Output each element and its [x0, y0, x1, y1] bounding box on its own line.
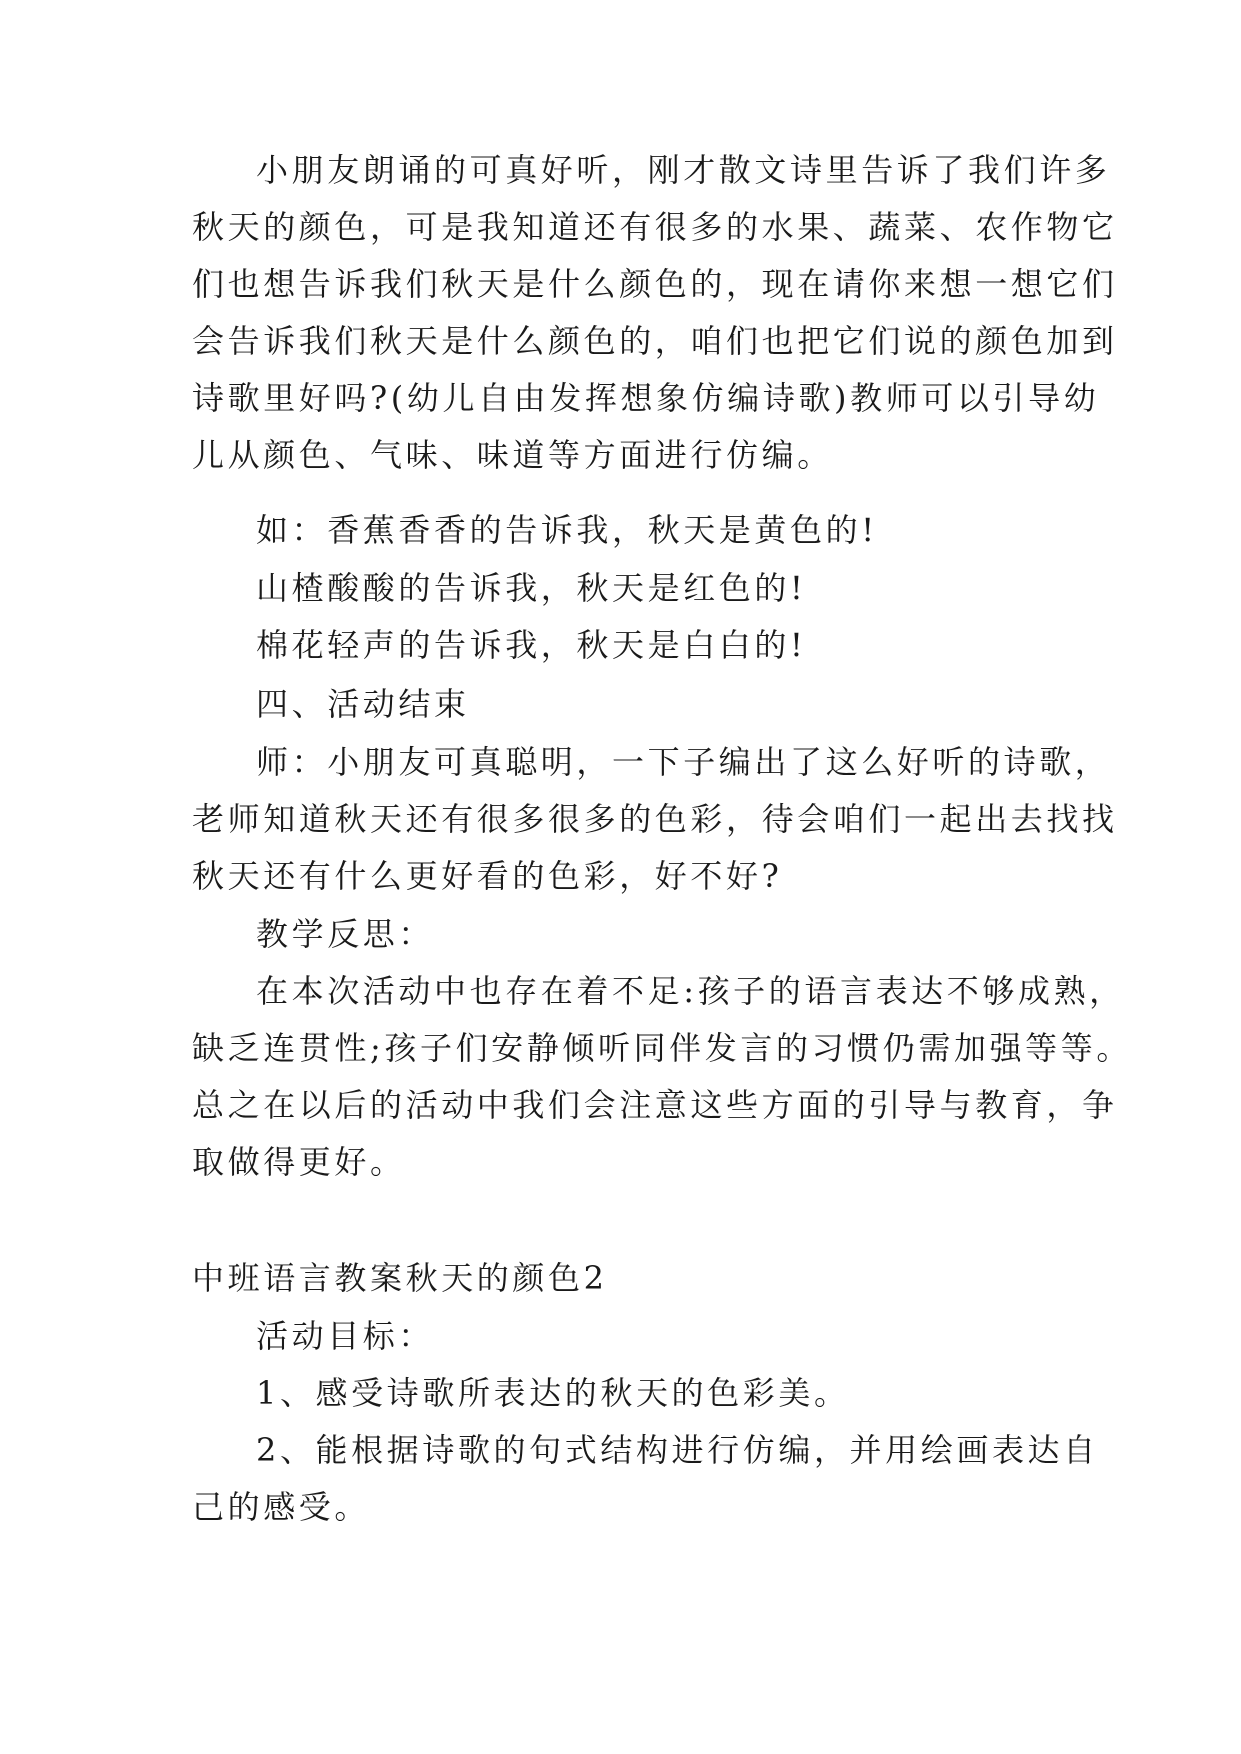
paragraph-line: 取做得更好。 [192, 1143, 406, 1181]
goal-item: 1、感受诗歌所表达的秋天的色彩美。 [256, 1374, 850, 1412]
paragraph-line: 小朋友朗诵的可真好听，刚才散文诗里告诉了我们许多 [256, 151, 1111, 189]
paragraph-line: 师：小朋友可真聪明，一下子编出了这么好听的诗歌， [256, 743, 1111, 781]
goal-item: 己的感受。 [192, 1488, 371, 1526]
example-line: 如：香蕉香香的告诉我，秋天是黄色的! [256, 511, 878, 549]
paragraph-line: 会告诉我们秋天是什么颜色的，咱们也把它们说的颜色加到 [192, 322, 1118, 360]
example-line: 山楂酸酸的告诉我，秋天是红色的! [256, 569, 807, 607]
example-line: 棉花轻声的告诉我，秋天是白白的! [256, 626, 807, 664]
paragraph-line: 诗歌里好吗?(幼儿自由发挥想象仿编诗歌)教师可以引导幼 [192, 379, 1100, 417]
paragraph-line: 缺乏连贯性;孩子们安静倾听同伴发言的习惯仍需加强等等。 [192, 1029, 1132, 1067]
paragraph-line: 秋天的颜色，可是我知道还有很多的水果、蔬菜、农作物它 [192, 208, 1118, 246]
paragraph-line: 总之在以后的活动中我们会注意这些方面的引导与教育，争 [192, 1086, 1118, 1124]
paragraph-line: 们也想告诉我们秋天是什么颜色的，现在请你来想一想它们 [192, 265, 1118, 303]
paragraph-line: 老师知道秋天还有很多很多的色彩，待会咱们一起出去找找 [192, 800, 1118, 838]
section-heading: 四、活动结束 [256, 685, 470, 723]
document-title: 中班语言教案秋天的颜色2 [192, 1259, 608, 1297]
paragraph-line: 秋天还有什么更好看的色彩，好不好? [192, 857, 783, 895]
goal-item: 2、能根据诗歌的句式结构进行仿编，并用绘画表达自 [256, 1431, 1099, 1469]
paragraph-line: 儿从颜色、气味、味道等方面进行仿编。 [192, 436, 833, 474]
section-heading: 活动目标： [256, 1317, 435, 1355]
paragraph-line: 在本次活动中也存在着不足:孩子的语言表达不够成熟， [256, 972, 1125, 1010]
section-heading: 教学反思： [256, 915, 435, 953]
